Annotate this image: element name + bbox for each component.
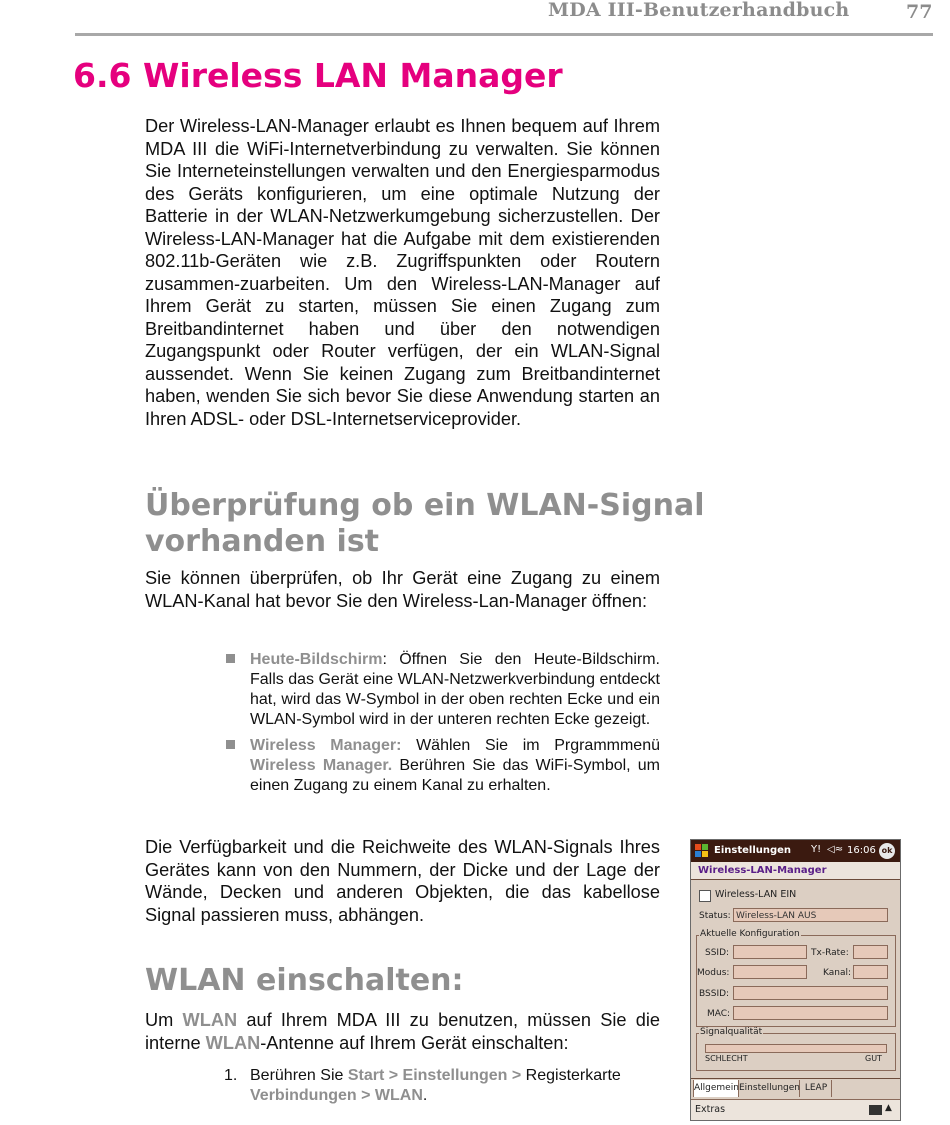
signal-quality-bar (705, 1044, 887, 1053)
bullet-term: Wireless Manager. (250, 757, 393, 774)
page-number: 77 (906, 1, 933, 23)
list-item (224, 650, 660, 730)
wlan-on-label[interactable]: Wireless-LAN EIN (715, 889, 797, 900)
ssid-field (733, 945, 807, 959)
pda-title-rule (691, 879, 900, 880)
bullet-term: Wireless Manager: (250, 737, 402, 754)
tab-einstellungen[interactable]: Einstellungen (739, 1080, 800, 1097)
kanal-field (853, 965, 888, 979)
input-caret-icon[interactable]: ▲ (885, 1103, 892, 1113)
intro-paragraph: Der Wireless-LAN-Manager erlaubt es Ihnen bequem auf Ihrem MDA III die WiFi-Internetverbindung zu verwalten. Sie können Sie Interneteinstellungen verwalten und den Energiesparmodus des Geräts konfigurieren, um eine optimale Nutzung der Batterie in der WLAN-Netzwerkumgebung sicherzustellen. Der Wireless-LAN-Manager hat die Aufgabe mit dem existierenden 802.11b-Geräten wie z.B. Zugriffspunkten oder Routern zusammen-zuarbeiten. Um den Wireless-LAN-Manager auf Ihrem Gerät zu starten, müssen Sie einen Zugang zum Breitbandinternet haben und über den notwendigen Zugangspunkt oder Router verfügen, der ein WLAN-Signal aussendet. Wenn Sie keinen Zugang zum Breitbandinternet haben, wenden Sie sich bevor Sie diese Anwendung starten an Ihren ADSL- oder DSL-Internetserviceprovider. (145, 116, 660, 429)
ssid-label: SSID: (705, 948, 730, 958)
status-field: Wireless-LAN AUS (733, 908, 888, 922)
step-text: Berühren Sie (250, 1067, 348, 1084)
txrate-label: Tx-Rate: (811, 948, 849, 958)
bullet-square-icon (226, 740, 235, 749)
bullet-text: : Öffnen Sie den Heute-Bildschirm. Falls das Gerät eine WLAN-Netzwerkverbindung entdeckt hat, wird das W-Symbol in der oben rechten Ecke und ein WLAN-Symbol wird in der unteren rechten Ecke gezeigt. (250, 651, 660, 728)
pda-app-title-text: Wireless-LAN-Manager (698, 865, 827, 876)
pda-menubar (691, 1099, 900, 1121)
signal-low-label: SCHLECHT (705, 1054, 748, 1063)
pda-titlebar (691, 840, 900, 862)
paragraph-text: Um (145, 1010, 183, 1030)
step-text: . (422, 1087, 428, 1104)
section-number: 6.6 (73, 56, 132, 95)
check-signal-heading-line2: vorhanden ist (145, 524, 380, 559)
section-title (73, 56, 563, 95)
check-signal-heading (145, 488, 704, 560)
keyboard-icon[interactable] (869, 1105, 882, 1115)
menu-path: Start > Einstellungen > (347, 1067, 522, 1084)
ok-button[interactable]: ok (879, 843, 895, 859)
wlan-on-checkbox[interactable] (699, 890, 711, 902)
check-signal-intro: Sie können überprüfen, ob Ihr Gerät eine Zugang zu einem WLAN-Kanal hat bevor Sie den Wireless-Lan-Manager öffnen: (145, 568, 660, 611)
enable-wlan-paragraph (145, 1009, 660, 1054)
paragraph-text: auf Ihrem MDA III zu benutzen, müssen Sie die interne (145, 1010, 660, 1053)
bssid-label: BSSID: (699, 989, 730, 999)
config-group-title: Aktuelle Konfiguration (700, 929, 800, 939)
step-number: 1. (224, 1067, 238, 1084)
list-item (224, 736, 660, 796)
menu-path: Verbindungen > WLAN (250, 1087, 423, 1104)
header-rule (75, 33, 933, 36)
bullet-text: Wählen Sie im Prgrammmenü (401, 737, 661, 754)
modus-label: Modus: (697, 968, 730, 978)
mac-label: MAC: (707, 1009, 731, 1019)
txrate-field (853, 945, 888, 959)
bullet-square-icon (226, 654, 235, 663)
pda-app-title (691, 862, 900, 879)
section-title-text: Wireless LAN Manager (143, 56, 563, 95)
wlan-term: WLAN (205, 1032, 261, 1053)
pda-title: Einstellungen (714, 845, 792, 856)
tab-allgemein[interactable]: Allgemein (693, 1080, 739, 1097)
book-title: MDA III-Benutzerhandbuch (548, 0, 850, 21)
availability-paragraph: Die Verfügbarkeit und die Reichweite des WLAN-Signals Ihres Gerätes kann von den Nummern, der Dicke und der Lage der Wände, Decken und anderen Objekten, die das kabellose Signal passieren muss, abhängen. (145, 837, 660, 925)
enable-wlan-steps (224, 1066, 664, 1106)
windows-flag-icon[interactable] (695, 844, 709, 858)
wlan-term: WLAN (182, 1010, 238, 1030)
paragraph-text: -Antenne auf Ihrem Gerät einschalten: (260, 1032, 569, 1053)
volume-icon[interactable]: ◁≈ (827, 844, 844, 855)
bullet-term: Heute-Bildschirm (250, 651, 383, 668)
extras-menu[interactable]: Extras (695, 1104, 726, 1115)
mac-field (733, 1006, 888, 1020)
signal-check-bullets (224, 650, 660, 802)
pda-clock[interactable]: 16:06 (847, 845, 876, 856)
signal-high-label: GUT (865, 1054, 882, 1063)
enable-wlan-heading: WLAN einschalten: (145, 963, 464, 998)
kanal-label: Kanal: (823, 968, 852, 978)
bssid-field (733, 986, 888, 1000)
pda-tabbar (691, 1078, 900, 1099)
status-label: Status: (699, 911, 731, 921)
check-signal-heading-line1: Überprüfung ob ein WLAN-Signal (145, 488, 705, 523)
bullet-text: Berühren Sie das WiFi-Symbol, um einen Zugang zu einem Kanal zu erhalten. (250, 757, 660, 794)
pda-screenshot (690, 839, 901, 1121)
signal-group-title: Signalqualität (700, 1027, 763, 1037)
list-item (224, 1066, 664, 1106)
signal-icon[interactable]: Y! (811, 844, 822, 855)
modus-field (733, 965, 807, 979)
step-text: Registerkarte (521, 1067, 621, 1084)
tab-leap[interactable]: LEAP (801, 1080, 832, 1097)
